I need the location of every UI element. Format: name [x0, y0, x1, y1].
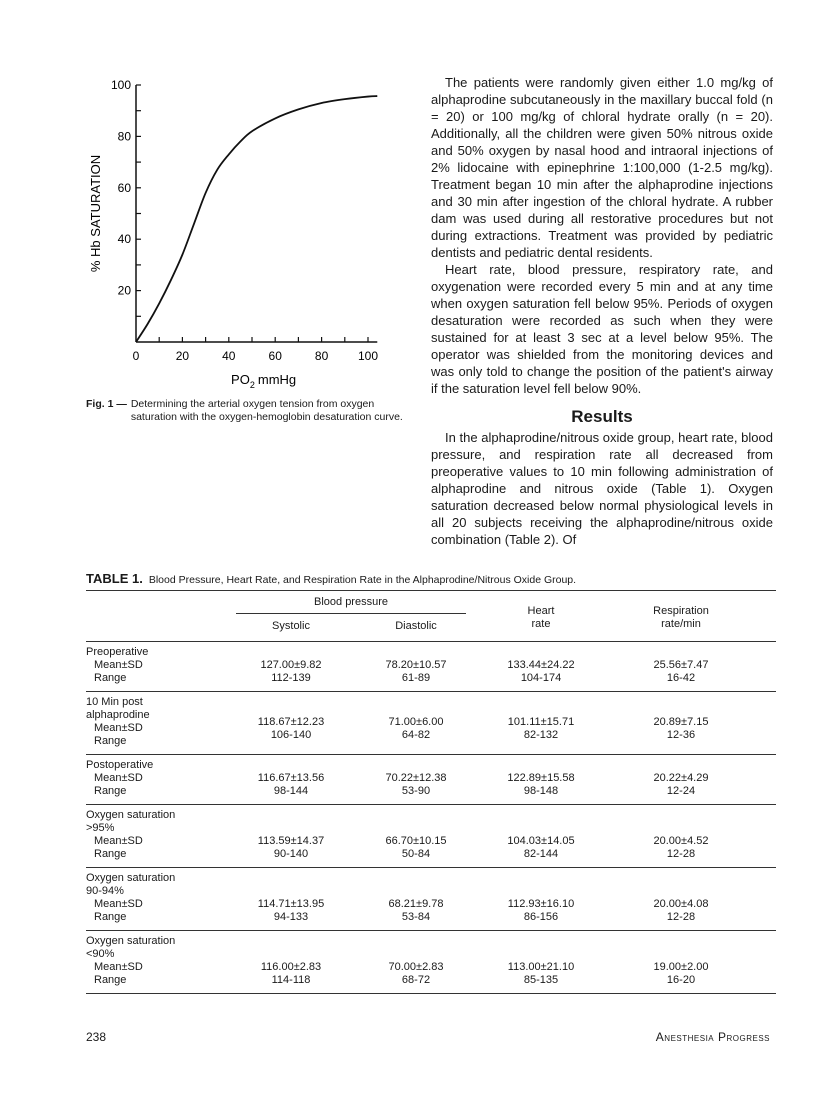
cell-range: 68-72	[401, 974, 431, 986]
page-number: 238	[86, 1030, 107, 1044]
cell-range: 98-144	[273, 785, 309, 797]
cell-range: 12-28	[666, 848, 696, 860]
cell-range: 82-132	[523, 729, 559, 741]
cell-mean-sd: 68.21±9.78	[388, 898, 444, 910]
row-label: alphaprodine	[86, 709, 150, 721]
row-label: Range	[94, 672, 127, 684]
row-label: Mean±SD	[94, 772, 143, 784]
cell-range: 16-42	[666, 672, 696, 684]
y-tick-label: 60	[117, 180, 131, 195]
cell-range: 82-144	[523, 848, 559, 860]
row-label: Oxygen saturation	[86, 809, 176, 821]
table-caption: Blood Pressure, Heart Rate, and Respiration Rate in the Alphaprodine/Nitrous Oxide Group.	[148, 574, 577, 586]
table-header	[86, 591, 776, 641]
y-tick-label: 20	[117, 283, 131, 298]
x-tick-label: 0	[132, 349, 140, 363]
cell-mean-sd: 116.67±13.56	[257, 772, 325, 784]
cell-range: 12-24	[666, 785, 696, 797]
cell-mean-sd: 78.20±10.57	[385, 659, 447, 671]
cell-mean-sd: 101.11±15.71	[507, 716, 575, 728]
paragraph: The patients were randomly given either 1.0 mg/kg of alphaprodine subcutaneously in the maxillary buccal fold (n = 20) or 100 mg/kg of chloral hydrate orally (n = 20). Additionally, all the children were given 50% nitrous oxide and 50% oxygen by nasal hood and intraoral injections of 2% lidocaine with epinephrine 1:100,000 (1-2.5 mg/kg). Treatment began 10 min after the alphaprodine injections and 30 min after ingestion of the chloral hydrate. A rubber dam was used during all restorative procedures but not during extractions. Treatment was provided by pediatric dentists and pediatric dental residents.	[431, 75, 773, 260]
cell-range: 112-139	[271, 672, 311, 684]
cell-range: 86-156	[523, 911, 559, 923]
cell-mean-sd: 118.67±12.23	[257, 716, 325, 728]
journal-name: Anesthesia Progress	[655, 1030, 770, 1044]
cell-mean-sd: 116.00±2.83	[260, 961, 322, 973]
y-tick-label: 40	[117, 232, 131, 247]
body-text	[431, 74, 773, 548]
cell-range: 85-135	[523, 974, 559, 986]
cell-mean-sd: 20.00±4.08	[653, 898, 709, 910]
column-header-line: Heart	[527, 605, 555, 617]
row-label: Mean±SD	[94, 722, 143, 734]
cell-mean-sd: 114.71±13.95	[257, 898, 325, 910]
cell-mean-sd: 19.00±2.00	[653, 961, 709, 973]
table-row	[86, 755, 776, 804]
row-label: Range	[94, 911, 127, 923]
cell-range: 106-140	[270, 729, 312, 741]
paragraph: Heart rate, blood pressure, respiratory rate, and oxygenation were recorded every 5 min and at any time when oxygen saturation fell below 95%. Periods of oxygen desaturation were recorded as such when they were sustained for at least 3 sec at a level below 95%. The operator was shielded from the monitoring devices and was only told to change the position of the patient's airway if the saturation level fell below 90%.	[431, 262, 773, 396]
x-axis-label-part: 2	[249, 380, 255, 390]
cell-mean-sd: 122.89±15.58	[507, 772, 575, 784]
row-label: Mean±SD	[94, 898, 143, 910]
cell-mean-sd: 25.56±7.47	[653, 659, 709, 671]
x-axis-label-part: PO	[231, 372, 250, 387]
cell-mean-sd: 20.00±4.52	[653, 835, 709, 847]
cell-range: 50-84	[401, 848, 431, 860]
column-header	[351, 620, 481, 633]
y-tick-label: 80	[117, 129, 131, 144]
oxygen-hemoglobin-chart	[80, 70, 420, 390]
cell-range: 94-133	[273, 911, 309, 923]
cell-mean-sd: 70.22±12.38	[385, 772, 447, 784]
row-label: Range	[94, 785, 127, 797]
cell-range: 98-148	[523, 785, 559, 797]
cell-mean-sd: 70.00±2.83	[388, 961, 444, 973]
figure-caption	[86, 398, 406, 424]
paragraph: In the alphaprodine/nitrous oxide group, heart rate, blood pressure, and respiration rate all decreased from preoperative values to 10 min following administration of alphaprodine and nitrous oxide (Table 1). Oxygen saturation decreased below normal physiological levels in all 20 subjects receiving the alphaprodine/nitrous oxide combination (Table 2). Of	[431, 430, 773, 547]
x-tick-label: 100	[357, 349, 379, 363]
y-axis-label: % Hb SATURATION	[88, 154, 103, 273]
group-rule	[236, 613, 466, 614]
cell-range: 104-174	[520, 672, 562, 684]
cell-mean-sd: 112.93±16.10	[507, 898, 575, 910]
x-axis-label	[231, 372, 296, 390]
section-heading: Results	[571, 407, 633, 426]
row-label: Range	[94, 848, 127, 860]
cell-mean-sd: 20.22±4.29	[653, 772, 709, 784]
table-row	[86, 642, 776, 691]
cell-mean-sd: 71.00±6.00	[388, 716, 444, 728]
cell-range: 12-28	[666, 911, 696, 923]
y-tick-label: 100	[110, 78, 131, 92]
row-label: Range	[94, 974, 127, 986]
cell-range: 53-84	[401, 911, 431, 923]
cell-range: 53-90	[401, 785, 431, 797]
column-header-line: rate/min	[661, 618, 701, 630]
cell-mean-sd: 66.70±10.15	[385, 835, 447, 847]
column-header-line: Respiration	[653, 605, 709, 617]
table-title	[86, 571, 576, 586]
table-row	[86, 692, 776, 754]
row-label: 10 Min post	[86, 696, 143, 708]
column-header-line: rate	[531, 618, 551, 630]
cell-mean-sd: 113.00±21.10	[507, 961, 575, 973]
row-label: Range	[94, 735, 127, 747]
cell-range: 61-89	[401, 672, 431, 684]
column-header	[476, 605, 606, 631]
x-tick-label: 60	[268, 349, 282, 363]
x-tick-label: 40	[222, 349, 236, 363]
column-header	[616, 605, 746, 631]
cell-range: 114-118	[271, 974, 311, 986]
column-header-line: Systolic	[272, 620, 310, 632]
figure-label: Fig. 1 —	[86, 398, 127, 410]
table-rule	[86, 993, 776, 994]
row-label: Oxygen saturation	[86, 872, 176, 884]
row-label: Oxygen saturation	[86, 935, 176, 947]
cell-mean-sd: 133.44±24.22	[507, 659, 575, 671]
column-header-line: Diastolic	[395, 620, 437, 632]
figure-caption-text: Determining the arterial oxygen tension from oxygen saturation with the oxygen-hemoglobin desaturation curve.	[130, 398, 403, 423]
table-row	[86, 931, 776, 993]
cell-mean-sd: 104.03±14.05	[507, 835, 575, 847]
x-axis-label-part: mmHg	[257, 372, 297, 387]
group-header: Blood pressure	[314, 596, 388, 608]
saturation-curve	[136, 96, 377, 342]
data-table	[86, 590, 776, 994]
x-tick-label: 80	[314, 349, 329, 363]
cell-mean-sd: 113.59±14.37	[257, 835, 325, 847]
row-label: >95%	[86, 822, 115, 834]
table-row	[86, 805, 776, 867]
row-label: 90-94%	[86, 885, 124, 897]
cell-mean-sd: 20.89±7.15	[653, 716, 709, 728]
cell-range: 12-36	[666, 729, 696, 741]
table-row	[86, 868, 776, 930]
column-header	[226, 620, 356, 633]
row-label: <90%	[86, 948, 115, 960]
row-label: Mean±SD	[94, 961, 143, 973]
table-label: TABLE 1.	[86, 571, 143, 586]
row-label: Postoperative	[86, 759, 154, 771]
cell-range: 16-20	[666, 974, 696, 986]
row-label: Preoperative	[86, 646, 149, 658]
row-label: Mean±SD	[94, 835, 143, 847]
x-tick-label: 20	[175, 349, 190, 363]
cell-mean-sd: 127.00±9.82	[260, 659, 322, 671]
row-label: Mean±SD	[94, 659, 143, 671]
cell-range: 90-140	[273, 848, 309, 860]
cell-range: 64-82	[401, 729, 431, 741]
